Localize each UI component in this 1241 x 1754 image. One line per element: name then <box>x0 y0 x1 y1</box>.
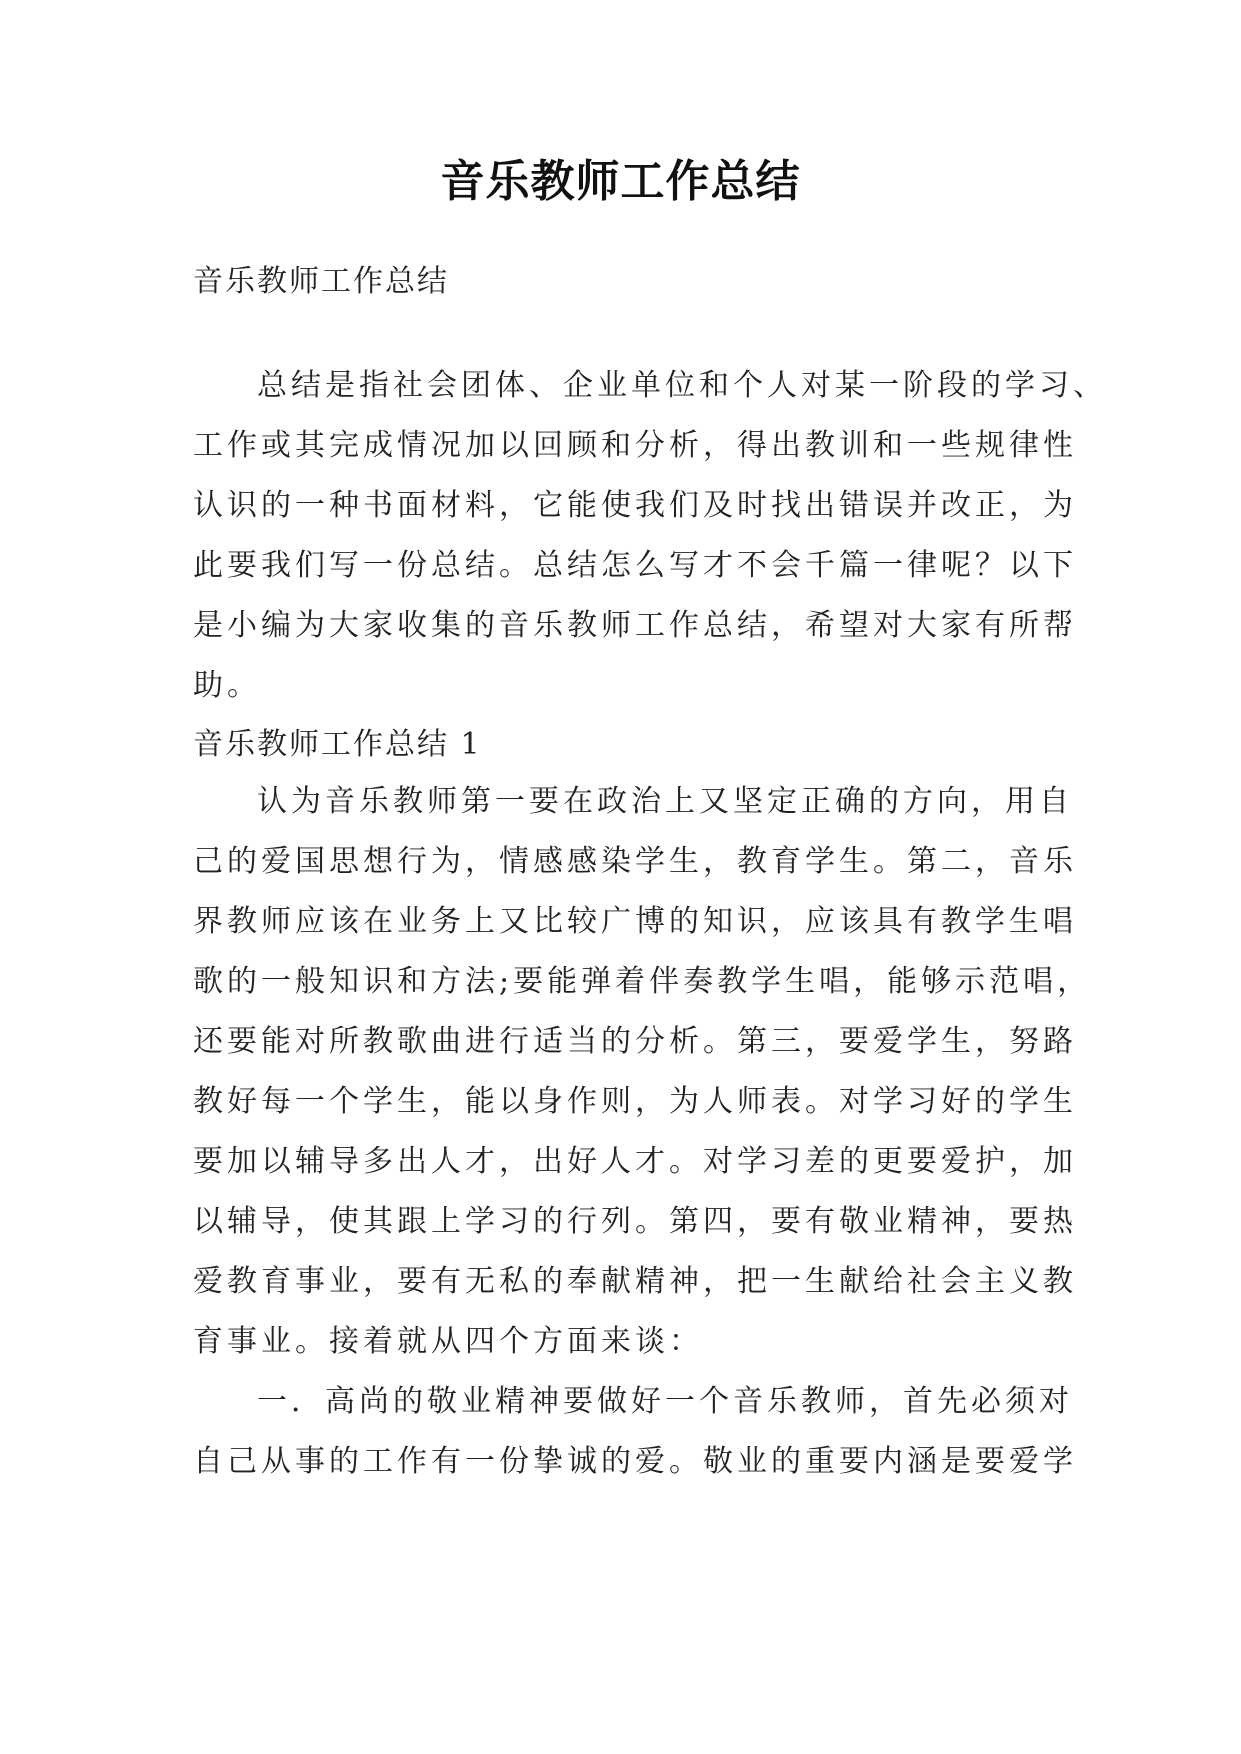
section-line: 己的爱国思想行为，情感感染学生，教育学生。第二，音乐 <box>193 844 1077 879</box>
section-heading: 音乐教师工作总结 1 <box>193 727 482 762</box>
intro-paragraph <box>193 356 1107 716</box>
intro-line: 此要我们写一份总结。总结怎么写才不会千篇一律呢？以下 <box>193 548 1077 583</box>
intro-line: 认识的一种书面材料，它能使我们及时找出错误并改正，为 <box>193 488 1077 523</box>
section-line: 界教师应该在业务上又比较广博的知识，应该具有教学生唱 <box>193 904 1077 939</box>
intro-line: 助。 <box>193 668 261 703</box>
point-one-paragraph <box>193 1372 1077 1492</box>
section-line: 还要能对所教歌曲进行适当的分析。第三，要爱学生，努路 <box>193 1024 1077 1059</box>
intro-line: 是小编为大家收集的音乐教师工作总结，希望对大家有所帮 <box>193 608 1077 643</box>
intro-line: 总结是指社会团体、企业单位和个人对某一阶段的学习、 <box>257 368 1107 403</box>
point-line: 自己从事的工作有一份挚诚的爱。敬业的重要内涵是要爱学 <box>193 1444 1077 1479</box>
section-line: 教好每一个学生，能以身作则，为人师表。对学习好的学生 <box>193 1084 1077 1119</box>
section-paragraph <box>193 772 1092 1372</box>
section-line: 歌的一般知识和方法;要能弹着伴奏教学生唱，能够示范唱， <box>193 964 1092 999</box>
point-line: 一．高尚的敬业精神要做好一个音乐教师，首先必须对 <box>257 1384 1073 1419</box>
document-title: 音乐教师工作总结 <box>440 156 801 207</box>
section-line: 爱教育事业，要有无私的奉献精神，把一生献给社会主义教 <box>193 1264 1077 1299</box>
section-line: 要加以辅导多出人才，出好人才。对学习差的更要爱护，加 <box>193 1144 1077 1179</box>
section-line: 育事业。接着就从四个方面来谈： <box>193 1324 703 1359</box>
intro-line: 工作或其完成情况加以回顾和分析，得出教训和一些规律性 <box>193 428 1077 463</box>
document-subtitle: 音乐教师工作总结 <box>193 264 449 299</box>
section-line: 以辅导，使其跟上学习的行列。第四，要有敬业精神，要热 <box>193 1204 1077 1239</box>
section-line: 认为音乐教师第一要在政治上又坚定正确的方向，用自 <box>257 784 1073 819</box>
